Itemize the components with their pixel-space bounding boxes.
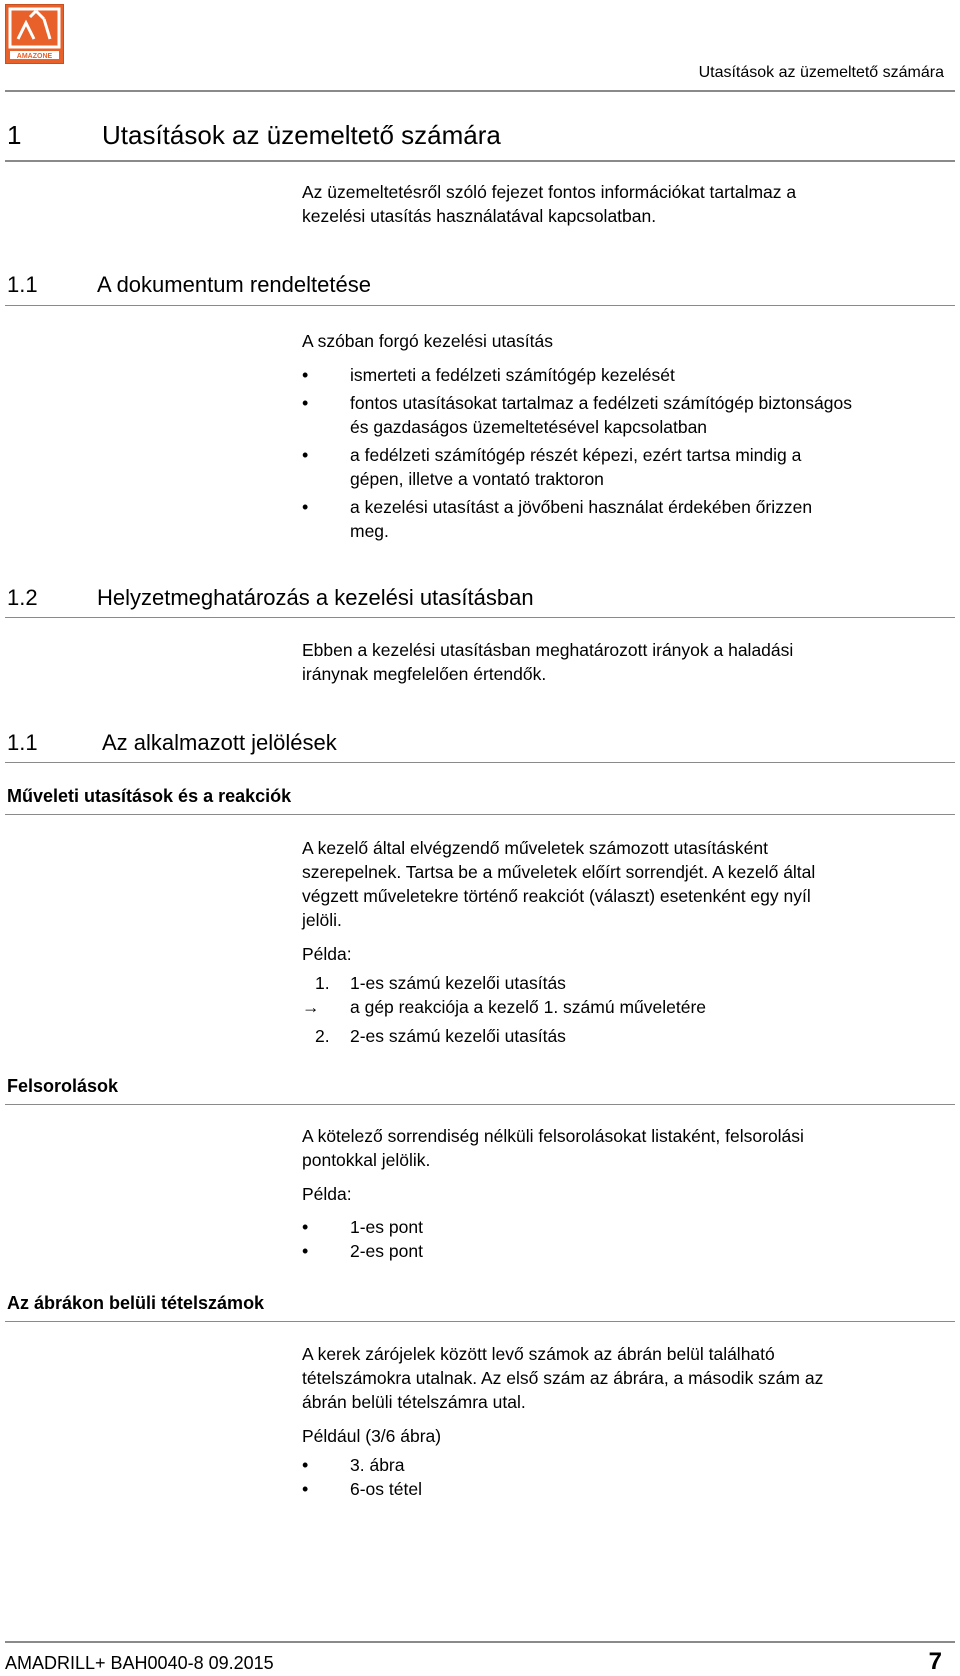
chapter-heading bbox=[7, 120, 907, 152]
step-text: 1-es számú kezelői utasítás bbox=[350, 973, 566, 993]
subsection-label: Műveleti utasítások és a reakciók bbox=[7, 786, 292, 806]
text-line: és gazdaságos üzemeltetésével kapcsolatban bbox=[350, 417, 708, 437]
subsection-rule bbox=[5, 1321, 955, 1322]
bullet-list bbox=[302, 363, 942, 543]
section-heading bbox=[7, 730, 907, 758]
text-line: gépen, illetve a vontató traktoron bbox=[350, 469, 604, 489]
subsection-body bbox=[302, 1124, 942, 1263]
text-line: • fontos utasításokat tartalmaz a fedélzeti számítógép biztonságos bbox=[350, 393, 852, 413]
amazone-logo bbox=[5, 4, 64, 64]
section-heading bbox=[7, 272, 907, 300]
chapter-title: Utasítások az üzemeltető számára bbox=[102, 120, 501, 150]
text-line: A kezelő által elvégzendő műveletek számozott utasításként bbox=[302, 838, 768, 858]
text-line: tételszámokra utalnak. Az első szám az ábrára, a második szám az bbox=[302, 1368, 824, 1388]
list-item bbox=[302, 391, 942, 439]
section-body bbox=[302, 329, 942, 543]
footer-rule bbox=[5, 1641, 955, 1643]
section-body bbox=[302, 638, 942, 686]
subsection-rule bbox=[5, 1104, 955, 1105]
step-text: 2-es számú kezelői utasítás bbox=[350, 1026, 566, 1046]
text-line: szerepelnek. Tartsa be a műveletek előírt sorrendjét. A kezelő által bbox=[302, 862, 816, 882]
section-title: Az alkalmazott jelölések bbox=[102, 730, 337, 755]
numbered-step bbox=[302, 971, 942, 995]
text-line: Ebben a kezelési utasításban meghatározott irányok a haladási bbox=[302, 640, 794, 660]
chapter-rule bbox=[5, 160, 955, 162]
list-item bbox=[302, 495, 942, 543]
text-line: jelöli. bbox=[302, 910, 342, 930]
chapter-number: 1 bbox=[7, 120, 22, 150]
text-line: végzett műveletekre történő reakciót (választ) esetenként egy nyíl bbox=[302, 886, 811, 906]
reaction-step bbox=[302, 995, 942, 1019]
section-number: 1.1 bbox=[7, 730, 38, 755]
section-intro: A szóban forgó kezelési utasítás bbox=[302, 331, 553, 351]
step-number: 1. bbox=[315, 973, 330, 993]
step-number: 2. bbox=[315, 1026, 330, 1046]
bullet-list bbox=[302, 1215, 942, 1263]
bullet-list bbox=[302, 1453, 942, 1501]
section-rule bbox=[5, 762, 955, 763]
section-rule bbox=[5, 305, 955, 306]
text-line: Az üzemeltetésről szóló fejezet fontos információkat tartalmaz a bbox=[302, 182, 797, 202]
section-title: Helyzetmeghatározás a kezelési utasításban bbox=[97, 585, 534, 610]
list-item: • 3. ábra bbox=[302, 1453, 942, 1477]
section-heading bbox=[7, 585, 907, 613]
reaction-text: a gép reakciója a kezelő 1. számú műveletére bbox=[350, 997, 707, 1017]
chapter-intro bbox=[302, 180, 942, 228]
example-label: Példa: bbox=[302, 944, 352, 964]
subsection-label: Az ábrákon belüli tételszámok bbox=[7, 1293, 265, 1313]
arrow-icon: → bbox=[302, 997, 320, 1017]
list-item bbox=[302, 443, 942, 491]
subsection-rule bbox=[5, 814, 955, 815]
example-label: Például (3/6 ábra) bbox=[302, 1426, 442, 1446]
text-line: • ismerteti a fedélzeti számítógép kezelését bbox=[350, 365, 675, 385]
text-line: • a fedélzeti számítógép részét képezi, ezért tartsa mindig a bbox=[350, 445, 802, 465]
list-item bbox=[302, 363, 942, 387]
subsection-label: Felsorolások bbox=[7, 1076, 119, 1096]
text-line: meg. bbox=[350, 521, 389, 541]
text-line: A kerek zárójelek között levő számok az ábrán belül található bbox=[302, 1344, 775, 1364]
text-line: A kötelező sorrendiség nélküli felsorolásokat listaként, felsorolási bbox=[302, 1126, 804, 1146]
header-rule bbox=[5, 90, 955, 92]
example-label: Példa: bbox=[302, 1184, 352, 1204]
section-number: 1.1 bbox=[7, 272, 38, 297]
subsection-body bbox=[302, 836, 942, 1048]
logo-text: AMAZONE bbox=[16, 53, 53, 60]
list-item: • 1-es pont bbox=[302, 1215, 942, 1239]
text-line: • a kezelési utasítást a jövőbeni használat érdekében őrizzen bbox=[350, 497, 813, 517]
running-header-title: Utasítások az üzemeltető számára bbox=[698, 64, 944, 81]
page-number: 7 bbox=[928, 1648, 942, 1675]
text-line: iránynak megfelelően értendők. bbox=[302, 664, 547, 684]
subsection-body bbox=[302, 1342, 942, 1501]
numbered-step bbox=[302, 1024, 942, 1048]
section-rule bbox=[5, 617, 955, 618]
section-title: A dokumentum rendeltetése bbox=[97, 272, 371, 297]
list-item: • 6-os tétel bbox=[302, 1477, 942, 1501]
list-item: • 2-es pont bbox=[302, 1239, 942, 1263]
footer-document-id: AMADRILL+ BAH0040-8 09.2015 bbox=[5, 1653, 274, 1673]
text-line: pontokkal jelölik. bbox=[302, 1150, 431, 1170]
text-line: kezelési utasítás használatával kapcsolatban. bbox=[302, 206, 657, 226]
section-number: 1.2 bbox=[7, 585, 38, 610]
text-line: ábrán belüli tételszámra utal. bbox=[302, 1392, 526, 1412]
